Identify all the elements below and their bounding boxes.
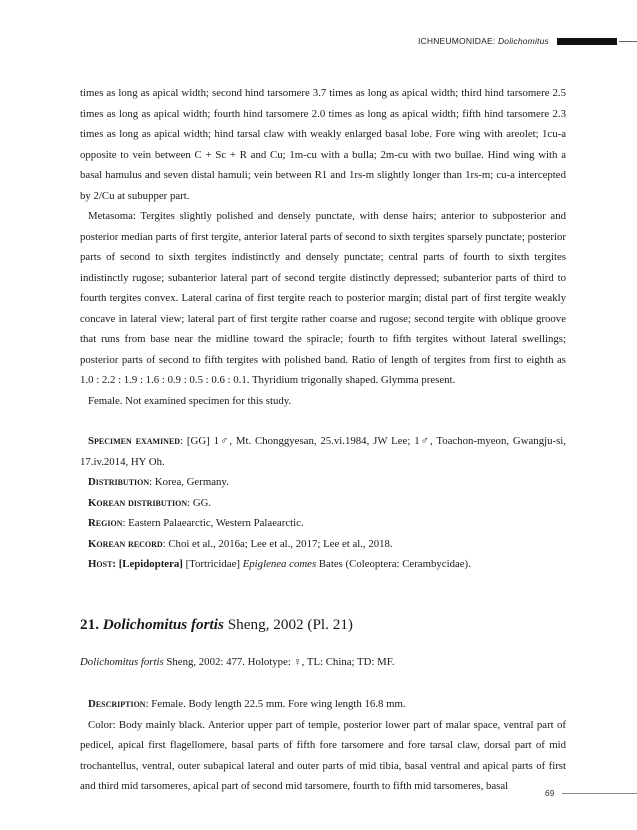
header-bar (557, 38, 617, 45)
paragraph-metasoma: Metasoma: Tergites slightly polished and densely punctate, with dense hairs; anterior to subposterior and posterior median parts of first tergite, anterior lateral parts of second to sixth tergites sparsely punctate; posterior parts of second to sixth tergites indistinctly and densely punctate; central parts of fourth to sixth tergites indistinctly rugose; subanterior lateral part of second tergite distinctly depressed; subanterior parts of third to fourth tergites convex. Lateral carina of first tergite reach to posterior margin; distal part of first tergite weakly concave in lateral view; lateral part of first tergite rather coarse and rugose; second tergite with oblique groove that runs from base near the midline toward the spiracle; fourth to fifth tergites without lateral swellings; posterior parts of second to fifth tergites with polished band. Ratio of length of tergites from first to eighth as 1.0 : 2.2 : 1.9 : 1.6 : 0.9 : 0.5 : 0.6 : 0.1. Thyridium trigonally shaped. Glymma present. (80, 210, 566, 386)
header-genus: Dolichomitus (497, 36, 549, 46)
species-number: 21. (80, 615, 99, 633)
species-name: Dolichomitus fortis (102, 615, 224, 633)
distribution (88, 472, 566, 493)
header-title (418, 36, 549, 46)
synonymy-name: Dolichomitus fortis (80, 655, 164, 668)
paragraph-hind-leg-wing: times as long as apical width; second hind tarsomere 3.7 times as long as apical width; third hind tarsomere 2.5 times as long as apical width; fourth hind tarsomere 2.0 times as long as apical width; fifth hind tarsomere 2.3 times as long as apical width; hind tarsal claw with weakly enlarged basal lobe. Fore wing with areolet; 1cu-a opposite to vein between C + Sc + R and Cu; 1m-cu with a bulla; 2m-cu with two bullae. Hind wing with a basal hamulus and seven distal hamuli; vein between R1 and 1rs-m slightly longer than 1rs-m; cu-a intercepted by 2/Cu at subupper part. (80, 87, 566, 202)
header-family: ICHNEUMONIDAE: (417, 36, 496, 46)
region-label: Region (88, 517, 123, 529)
description (80, 694, 566, 715)
synonymy-text: Sheng, 2002: 477. Holotype: ♀, TL: China; TD: MF. (163, 655, 395, 668)
synonymy (80, 652, 566, 673)
description-text: : Female. Body length 22.5 mm. Fore wing length 16.8 mm. (145, 698, 406, 710)
page-footer (545, 788, 637, 798)
korean-distribution-text: : GG. (187, 496, 212, 509)
korean-distribution (88, 493, 566, 514)
specimen-examined-label: Specimen examined (88, 435, 181, 447)
page-number: 69 (545, 788, 555, 798)
host-species: Epiglenea comes (242, 558, 317, 570)
host (88, 554, 566, 575)
specimen-examined (80, 431, 566, 472)
host-order: : [Lepidoptera] (112, 558, 183, 570)
region (88, 513, 566, 534)
paragraph-color: Color: Body mainly black. Anterior upper part of temple, posterior lower part of malar space, ventral part of pedicel, apical first flagellomere, basal parts of fifth fore tarsomere and fore tarsal claw, dorsal part of mid trochantellus, ventral, outer subapical lateral and outer parts of mid tibia, basal ventral and apical parts of first and third mid tarsomeres, apical part of second mid tarsomere, fourth to fifth mid tarsomeres, basal (80, 718, 566, 792)
host-rest: Bates (Coleoptera: Cerambycidae). (316, 558, 471, 570)
korean-record (88, 534, 566, 555)
korean-record-label: Korean record (88, 537, 163, 550)
running-header (418, 36, 637, 46)
description-label: Description (88, 698, 146, 710)
header-rule (619, 41, 637, 42)
korean-record-text: : Choi et al., 2016a; Lee et al., 2017; Lee et al., 2018. (162, 537, 393, 550)
footer-rule (562, 793, 637, 794)
host-family: [Tortricidae] (182, 558, 243, 570)
paragraph-female-note: Female. Not examined specimen for this study. (88, 394, 292, 407)
species-heading (80, 613, 566, 637)
species-author: Sheng, 2002 (Pl. 21) (223, 615, 353, 633)
host-label: Host (88, 558, 113, 570)
distribution-text: : Korea, Germany. (149, 476, 229, 488)
page-body (80, 83, 566, 797)
specimen-examined-text: : [GG] 1♂, Mt. Chonggyesan, 25.vi.1984, JW Lee; 1♂, Toachon-myeon, Gwangju-si, 17.iv.2014, HY Oh. (80, 435, 566, 468)
korean-distribution-label: Korean distribution (88, 496, 188, 509)
region-text: : Eastern Palaearctic, Western Palaearctic. (122, 517, 304, 529)
distribution-label: Distribution (88, 476, 150, 488)
